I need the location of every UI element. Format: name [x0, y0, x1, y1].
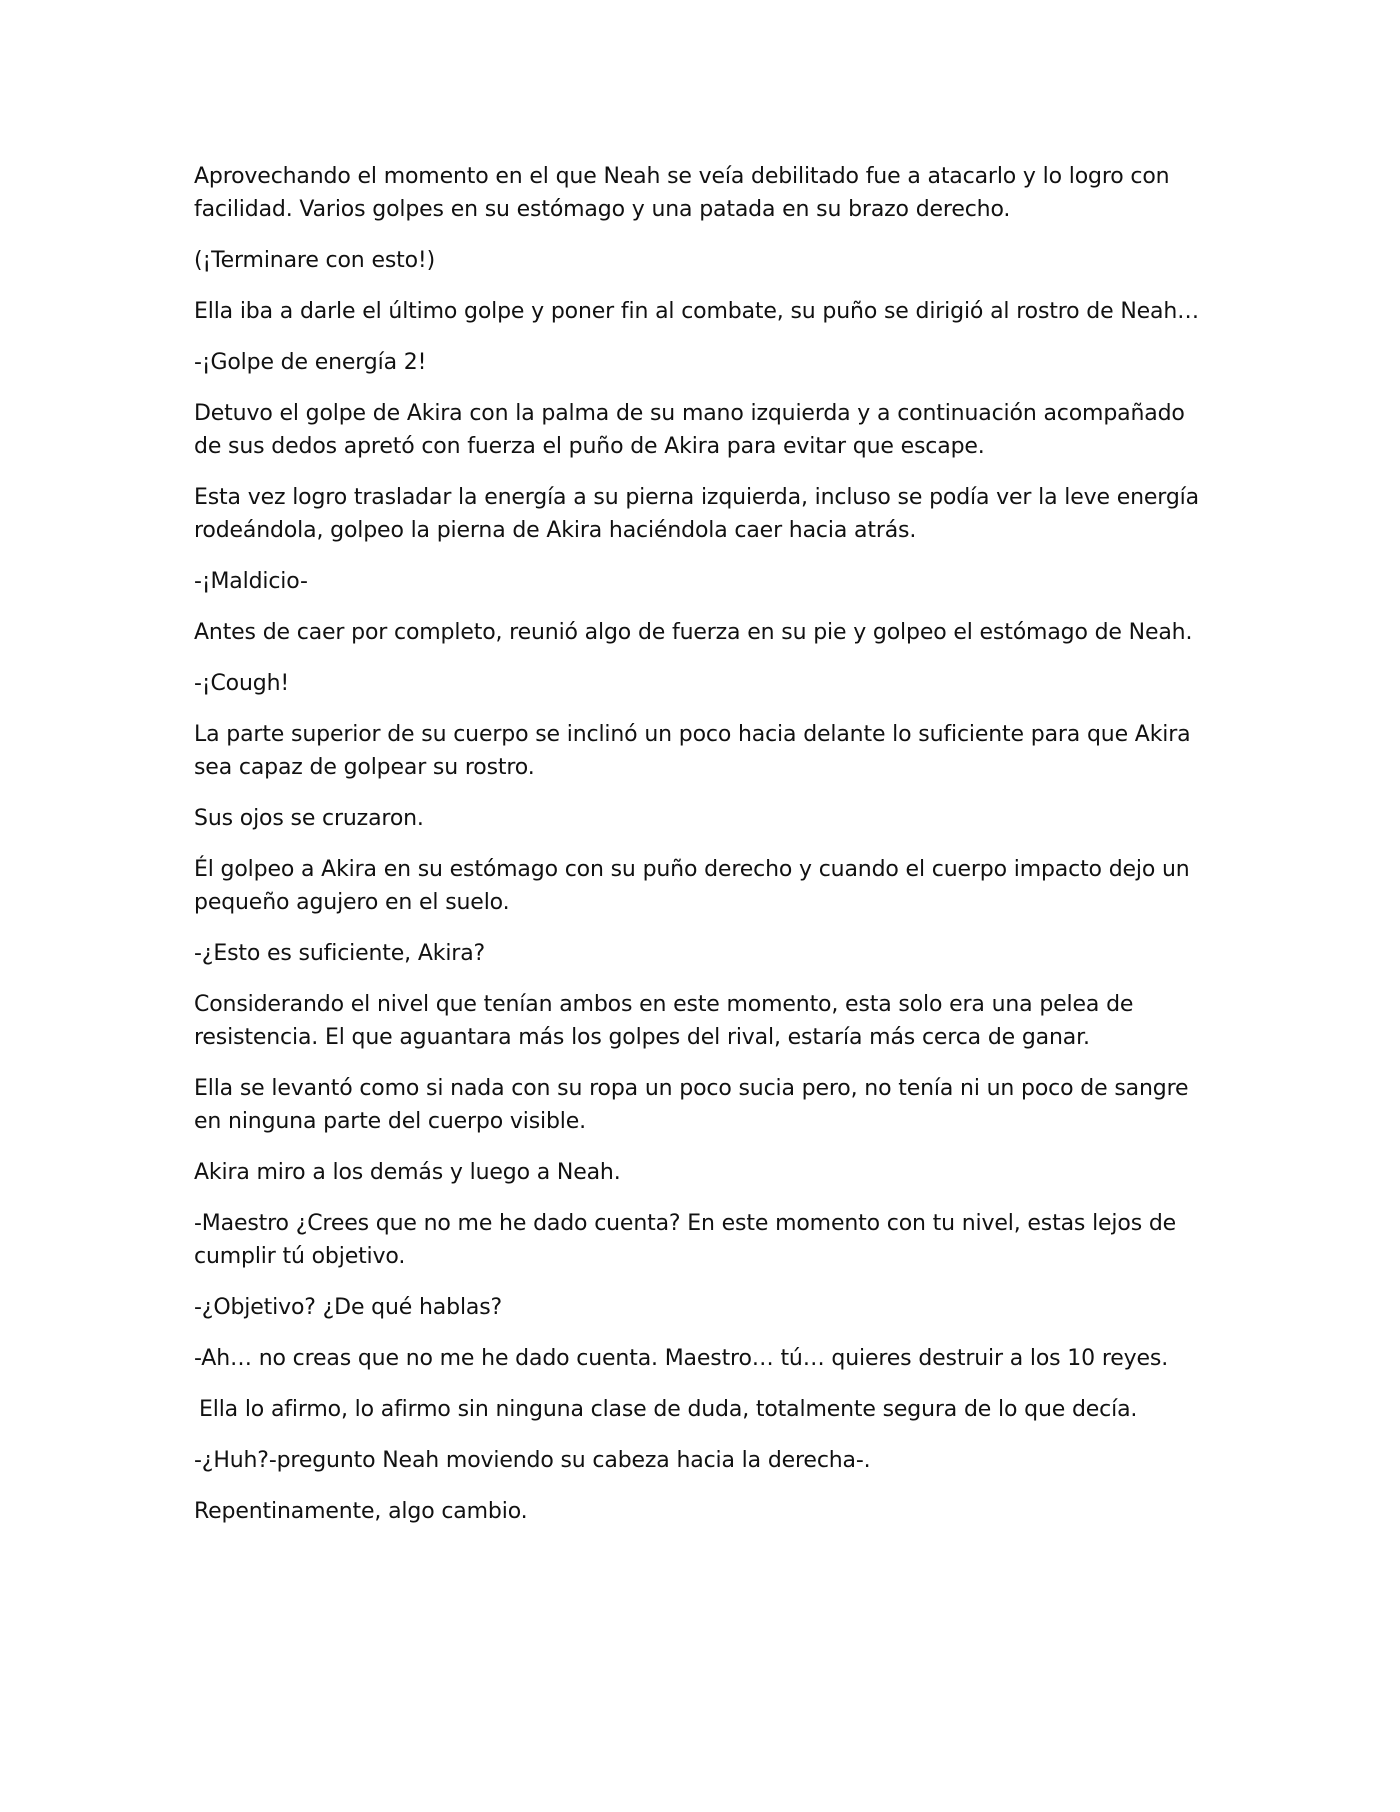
paragraph-14: Considerando el nivel que tenían ambos en este momento, esta solo era una pelea de resistencia. El que aguantara más los golpes del rival, estaría más cerca de ganar.: [194, 992, 1134, 1050]
paragraph-11: Sus ojos se cruzaron.: [194, 806, 424, 831]
paragraph-8: Antes de caer por completo, reunió algo de fuerza en su pie y golpeo el estómago de Neah.: [194, 620, 1193, 645]
paragraph-21: -¿Huh?-pregunto Neah moviendo su cabeza hacia la derecha-.: [194, 1448, 871, 1473]
paragraph-3: Ella iba a darle el último golpe y poner fin al combate, su puño se dirigió al rostro de Neah…: [194, 299, 1200, 324]
paragraph-20: Ella lo afirmo, lo afirmo sin ninguna clase de duda, totalmente segura de lo que decía.: [199, 1397, 1138, 1422]
paragraph-13: -¿Esto es suficiente, Akira?: [194, 941, 486, 966]
paragraph-7: -¡Maldicio-: [194, 569, 308, 594]
paragraph-9: -¡Cough!: [194, 671, 290, 696]
paragraph-12: Él golpeo a Akira en su estómago con su puño derecho y cuando el cuerpo impacto dejo un pequeño agujero en el suelo.: [194, 857, 1190, 915]
paragraph-22: Repentinamente, algo cambio.: [194, 1499, 528, 1524]
paragraph-1: Aprovechando el momento en el que Neah se veía debilitado fue a atacarlo y lo logro con facilidad. Varios golpes en su estómago y una patada en su brazo derecho.: [194, 164, 1170, 222]
paragraph-6: Esta vez logro trasladar la energía a su pierna izquierda, incluso se podía ver la leve energía rodeándola, golpeo la pierna de Akira haciéndola caer hacia atrás.: [194, 485, 1199, 543]
document-body: [194, 160, 1214, 1546]
paragraph-2: (¡Terminare con esto!): [194, 248, 436, 273]
paragraph-4: -¡Golpe de energía 2!: [194, 350, 427, 375]
paragraph-10: La parte superior de su cuerpo se inclinó un poco hacia delante lo suficiente para que Akira sea capaz de golpear su rostro.: [194, 722, 1191, 780]
paragraph-19: -Ah… no creas que no me he dado cuenta. Maestro… tú… quieres destruir a los 10 reyes.: [194, 1346, 1169, 1371]
paragraph-15: Ella se levantó como si nada con su ropa un poco sucia pero, no tenía ni un poco de sangre en ninguna parte del cuerpo visible.: [194, 1076, 1189, 1134]
paragraph-17: -Maestro ¿Crees que no me he dado cuenta? En este momento con tu nivel, estas lejos de cumplir tú objetivo.: [194, 1211, 1177, 1269]
paragraph-16: Akira miro a los demás y luego a Neah.: [194, 1160, 621, 1185]
paragraph-18: -¿Objetivo? ¿De qué hablas?: [194, 1295, 503, 1320]
paragraph-5: Detuvo el golpe de Akira con la palma de su mano izquierda y a continuación acompañado de sus dedos apretó con fuerza el puño de Akira para evitar que escape.: [194, 401, 1185, 459]
